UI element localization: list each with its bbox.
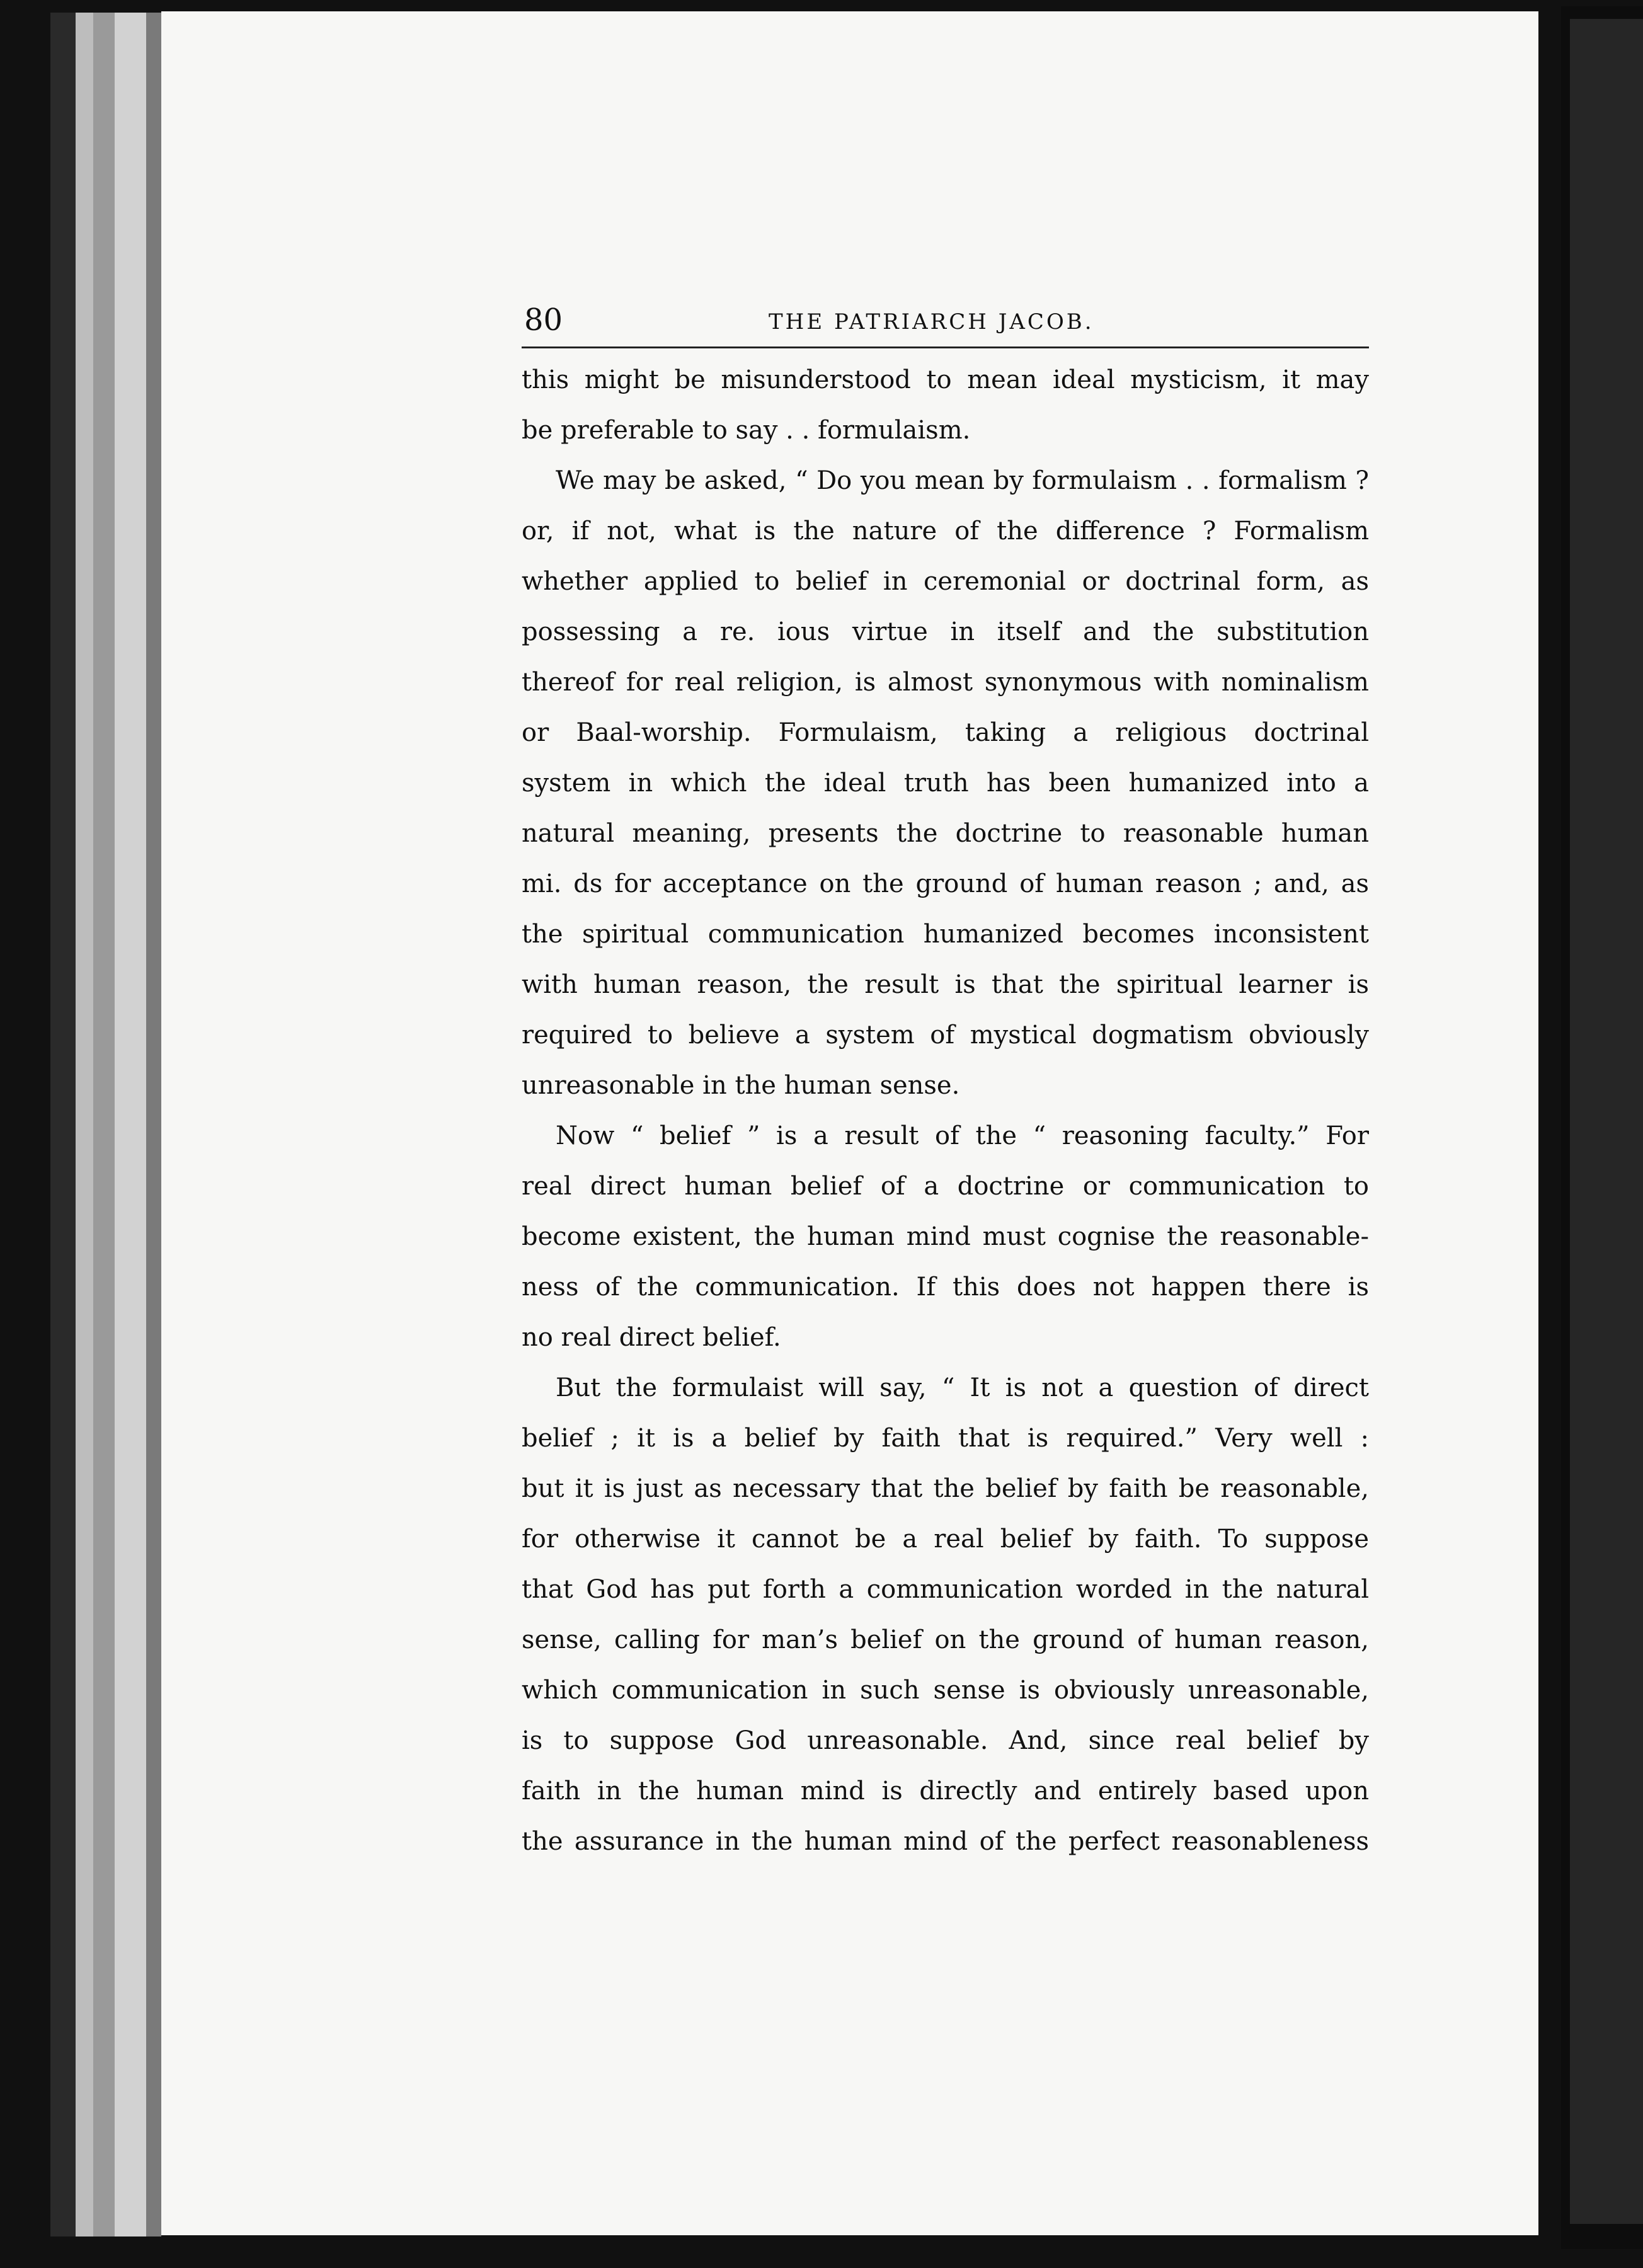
page-number: 80 <box>524 302 563 338</box>
page-stack-edge <box>93 13 115 2236</box>
text-line: real direct human belief of a doctrine or communication to <box>522 1172 1369 1201</box>
text-line: the spiritual communication humanized becomes inconsistent <box>522 920 1369 949</box>
text-line: be preferable to say . . formulaism. <box>522 416 971 445</box>
page-stack-edge <box>146 13 161 2236</box>
text-line: no real direct belief. <box>522 1323 781 1352</box>
text-line: system in which the ideal truth has been humanized into a <box>522 769 1369 798</box>
text-line: this might be misunderstood to mean ideal mysticism, it may <box>522 365 1369 394</box>
text-line: thereof for real religion, is almost synonymous with nominalism <box>522 668 1369 697</box>
text-line: or Baal-worship. Formulaism, taking a religious doctrinal <box>522 718 1369 747</box>
text-line: required to believe a system of mystical dogmatism obviously <box>522 1021 1369 1050</box>
text-line: the assurance in the human mind of the perfect reasonableness <box>522 1827 1369 1856</box>
page-content <box>522 301 1369 1895</box>
text-line: but it is just as necessary that the belief by faith be reasonable, <box>522 1474 1369 1503</box>
text-line: with human reason, the result is that the spiritual learner is <box>522 970 1369 999</box>
text-line: that God has put forth a communication worded in the natural <box>522 1575 1369 1604</box>
text-line: or, if not, what is the nature of the difference ? Formalism <box>522 517 1369 546</box>
body-text <box>522 348 1369 1867</box>
text-line: belief ; it is a belief by faith that is required.” Very well : <box>522 1424 1369 1453</box>
page-header <box>522 301 1369 348</box>
text-line: ness of the communication. If this does not happen there is <box>522 1273 1369 1302</box>
text-line: unreasonable in the human sense. <box>522 1071 960 1100</box>
text-line: is to suppose God unreasonable. And, since real belief by <box>522 1726 1369 1755</box>
page-stack-edge <box>50 13 76 2236</box>
text-line: whether applied to belief in ceremonial or doctrinal form, as <box>522 567 1369 596</box>
text-line: for otherwise it cannot be a real belief by faith. To suppose <box>522 1525 1369 1554</box>
text-line: But the formulaist will say, “ It is not a question of direct <box>556 1373 1369 1402</box>
text-line: become existent, the human mind must cognise the reasonable- <box>522 1222 1369 1251</box>
text-line: Now “ belief ” is a result of the “ reasoning faculty.” For <box>556 1121 1369 1150</box>
text-line: sense, calling for man’s belief on the ground of human reason, <box>522 1625 1369 1654</box>
text-line: which communication in such sense is obviously unreasonable, <box>522 1676 1369 1705</box>
page-stack-edge <box>76 13 93 2236</box>
text-line: natural meaning, presents the doctrine to reasonable human <box>522 819 1369 848</box>
running-title: THE PATRIARCH JACOB. <box>769 309 1094 335</box>
text-line: possessing a re. ious virtue in itself and the substitution <box>522 617 1369 646</box>
text-line: We may be asked, “ Do you mean by formulaism . . formalism ? <box>556 466 1369 495</box>
text-line: faith in the human mind is directly and entirely based upon <box>522 1777 1369 1806</box>
text-line: mi. ds for acceptance on the ground of human reason ; and, as <box>522 869 1369 898</box>
page-stack-edge <box>115 13 146 2236</box>
facing-page-edge <box>1570 19 1643 2224</box>
